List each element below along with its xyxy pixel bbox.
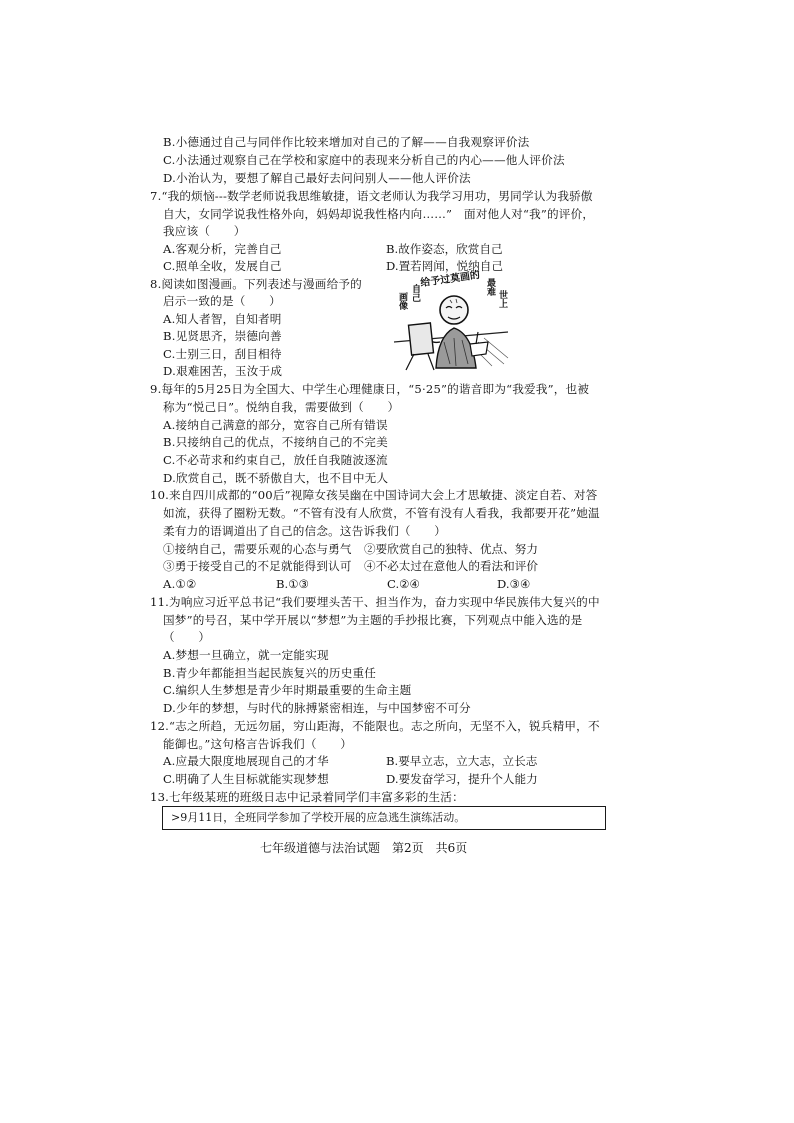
- q8-option-b: B.见贤思齐，崇德向善: [163, 329, 282, 343]
- q6-option-d: D.小治认为，要想了解自己最好去问问别人——他人评价法: [163, 171, 471, 185]
- q10-option-b: B.①③: [276, 577, 309, 591]
- q12-option-d: D.要发奋学习，提升个人能力: [386, 772, 538, 786]
- q8-cartoon-illustration: [392, 269, 510, 372]
- q13-log-entry: >9月11日，全班同学参加了学校开展的应急逃生演练活动。: [171, 811, 466, 824]
- q7-stem-line3: 我应该（ ）: [163, 224, 246, 238]
- q11-stem-line3: （ ）: [163, 630, 211, 644]
- q11-option-a: A.梦想一旦确立，就一定能实现: [163, 648, 329, 662]
- q11-option-b: B.青少年都能担当起民族复兴的历史重任: [163, 666, 377, 680]
- cartoon-caption-left: 画像: [397, 292, 407, 310]
- q12-option-b: B.要早立志，立大志，立长志: [386, 754, 538, 768]
- q10-stem-line2: 如流，获得了圈粉无数。“不管有没有人欣赏，不管有没有人看我，我都要开花”她温: [163, 506, 600, 520]
- q12-option-c: C.明确了人生目标就能实现梦想: [163, 772, 329, 786]
- cartoon-caption-top: 给予过莫画的: [419, 269, 481, 290]
- q11-stem-line2: 国梦”的号召，某中学开展以“梦想”为主题的手抄报比赛，下列观点中能入选的是: [163, 613, 583, 627]
- q7-option-d: D.置若罔闻，悦纳自己: [386, 259, 503, 273]
- q10-stem-line1: 10.来自四川成都的“00后”视障女孩吴幽在中国诗词大会上才思敏捷、淡定自若、对答: [150, 488, 598, 502]
- q6-option-b: B.小德通过自己与同伴作比较来增加对自己的了解——自我观察评价法: [163, 135, 530, 149]
- q11-option-c: C.编织人生梦想是青少年时期最重要的生命主题: [163, 683, 412, 697]
- q7-option-b: B.故作姿态，欣赏自己: [386, 242, 503, 256]
- q10-option-d: D.③④: [497, 577, 531, 591]
- q10-statement-3: ③勇于接受自己的不足就能得到认可: [163, 559, 352, 573]
- q10-statement-2: ②要欣赏自己的独特、优点、努力: [364, 542, 538, 556]
- q7-stem-line2: 自大，女同学说我性格外向，妈妈却说我性格内向……” 面对他人对“我”的评价，: [163, 207, 595, 221]
- q8-option-c: C.士别三日，刮目相待: [163, 347, 282, 361]
- q13-log-box: [162, 806, 606, 830]
- cartoon-caption-right1: 最难: [485, 278, 495, 296]
- q9-option-a: A.接纳自己满意的部分，宽容自己所有错误: [163, 418, 388, 432]
- q13-stem-line1: 13.七年级某班的班级日志中记录着同学们丰富多彩的生活：: [150, 790, 464, 804]
- q12-stem-line2: 能御也。”这句格言告诉我们（ ）: [163, 737, 353, 751]
- q10-statement-4: ④不必太过在意他人的看法和评价: [364, 559, 538, 573]
- q7-option-a: A.客观分析，完善自己: [163, 242, 282, 256]
- q9-option-d: D.欣赏自己，既不骄傲自大，也不目中无人: [163, 471, 389, 485]
- q8-stem-line1: 8.阅读如图漫画。下列表述与漫画给予的: [150, 277, 362, 291]
- q9-option-b: B.只接纳自己的优点，不接纳自己的不完美: [163, 435, 388, 449]
- q7-stem-line1: 7.“我的烦恼---数学老师说我思维敏捷，语文老师认为我学习用功，男同学认为我骄傲: [150, 189, 593, 203]
- q10-option-a: A.①②: [163, 577, 197, 591]
- cartoon-caption-right2: 世上: [497, 290, 507, 308]
- cartoon-caption-mid: 自己: [410, 284, 420, 302]
- q8-option-a: A.知人者智，自知者明: [163, 312, 282, 326]
- q7-option-c: C.照单全收，发展自己: [163, 259, 282, 273]
- q12-stem-line1: 12.“志之所趋，无远勿届，穷山距海，不能限也。志之所向，无坚不入，锐兵精甲，不: [150, 719, 600, 733]
- q10-stem-line3: 柔有力的语调道出了自己的信念。这告诉我们（ ）: [163, 524, 447, 538]
- q8-option-d: D.艰难困苦，玉汝于成: [163, 364, 283, 378]
- q10-statement-1: ①接纳自己，需要乐观的心态与勇气: [163, 542, 352, 556]
- q10-option-c: C.②④: [387, 577, 420, 591]
- q6-option-c: C.小法通过观察自己在学校和家庭中的表现来分析自己的内心——他人评价法: [163, 153, 565, 167]
- q11-stem-line1: 11.为响应习近平总书记“我们要埋头苦干、担当作为，奋力实现中华民族伟大复兴的中: [150, 595, 600, 609]
- q12-option-a: A.应最大限度地展现自己的才华: [163, 754, 329, 768]
- q8-stem-line2: 启示一致的是（ ）: [163, 294, 281, 308]
- page-footer: 七年级道德与法治试题 第2页 共6页: [260, 841, 468, 855]
- q11-option-d: D.少年的梦想，与时代的脉搏紧密相连，与中国梦密不可分: [163, 701, 471, 715]
- q9-stem-line2: 称为“悦己日”。悦纳自我，需要做到（ ）: [163, 400, 400, 414]
- q9-stem-line1: 9.每年的5月25日为全国大、中学生心理健康日，“5·25”的谐音即为“我爱我”，也被: [150, 382, 590, 396]
- q9-option-c: C.不必苛求和约束自己，放任自我随波逐流: [163, 453, 388, 467]
